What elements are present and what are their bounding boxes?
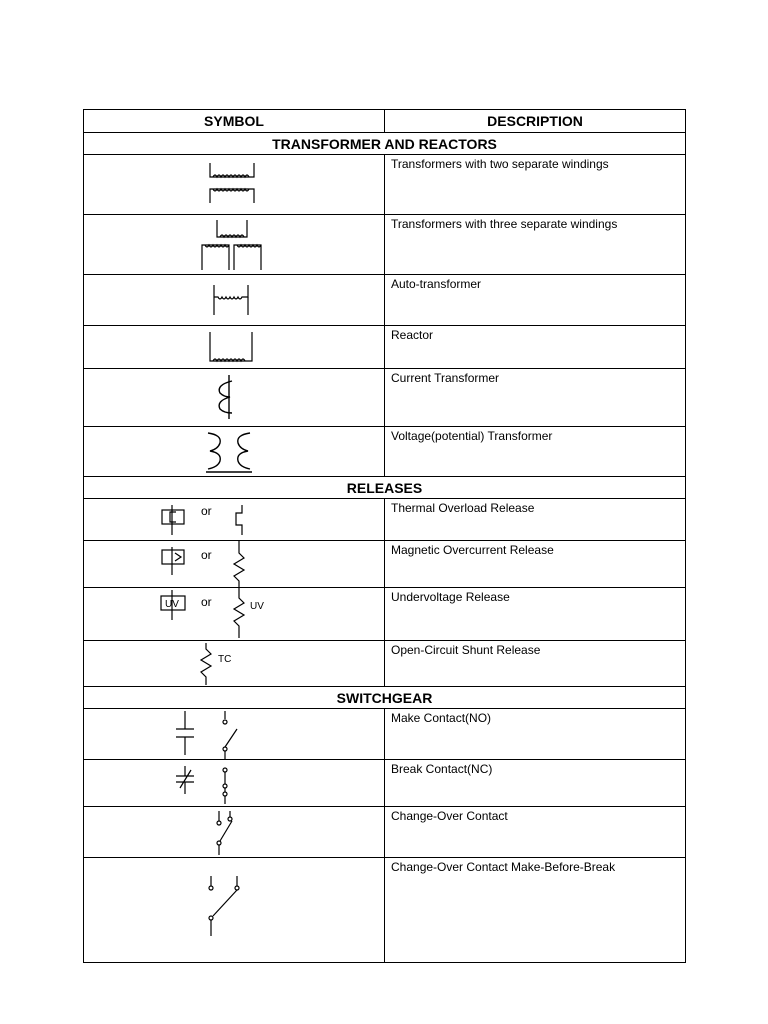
uv-label: UV bbox=[250, 601, 264, 612]
symbol-undervoltage bbox=[84, 588, 385, 641]
description-thermal-overload: Thermal Overload Release bbox=[385, 499, 686, 541]
symbol-auto-transformer bbox=[84, 275, 385, 326]
table-row bbox=[84, 326, 686, 369]
table-row bbox=[84, 215, 686, 275]
symbol-three-winding-transformer bbox=[84, 215, 385, 275]
description-break-contact: Break Contact(NC) bbox=[385, 760, 686, 807]
description-current-transformer: Current Transformer bbox=[385, 369, 686, 427]
description-magnetic-overcurrent: Magnetic Overcurrent Release bbox=[385, 541, 686, 588]
description-column-header: DESCRIPTION bbox=[385, 110, 686, 133]
symbol-make-before-break bbox=[84, 858, 385, 963]
section-title-transformers: TRANSFORMER AND REACTORS bbox=[84, 133, 686, 155]
description-change-over: Change-Over Contact bbox=[385, 807, 686, 858]
description-make-before-break: Change-Over Contact Make-Before-Break bbox=[385, 858, 686, 963]
description-three-winding: Transformers with three separate windings bbox=[385, 215, 686, 275]
symbol-column-header: SYMBOL bbox=[84, 110, 385, 133]
section-row-releases bbox=[84, 477, 686, 499]
section-row-switchgear bbox=[84, 687, 686, 709]
or-label: or bbox=[201, 595, 212, 609]
symbol-make-contact bbox=[84, 709, 385, 760]
table-row bbox=[84, 641, 686, 687]
table-row bbox=[84, 369, 686, 427]
symbol-shunt-release bbox=[84, 641, 385, 687]
symbol-voltage-transformer bbox=[84, 427, 385, 477]
symbol-table bbox=[83, 109, 686, 963]
table-row bbox=[84, 858, 686, 963]
description-voltage-transformer: Voltage(potential) Transformer bbox=[385, 427, 686, 477]
table-row bbox=[84, 760, 686, 807]
table-row bbox=[84, 499, 686, 541]
tc-label: TC bbox=[218, 654, 232, 665]
table-row bbox=[84, 155, 686, 215]
symbol-current-transformer bbox=[84, 369, 385, 427]
table-row bbox=[84, 541, 686, 588]
description-make-contact: Make Contact(NO) bbox=[385, 709, 686, 760]
symbol-change-over-contact bbox=[84, 807, 385, 858]
symbol-break-contact bbox=[84, 760, 385, 807]
or-label: or bbox=[201, 504, 212, 518]
section-row-transformers bbox=[84, 133, 686, 155]
description-two-winding: Transformers with two separate windings bbox=[385, 155, 686, 215]
table-row bbox=[84, 807, 686, 858]
header-row bbox=[84, 110, 686, 133]
description-undervoltage: Undervoltage Release bbox=[385, 588, 686, 641]
symbol-reactor bbox=[84, 326, 385, 369]
symbol-magnetic-overcurrent bbox=[84, 541, 385, 588]
table-row bbox=[84, 709, 686, 760]
description-shunt-release: Open-Circuit Shunt Release bbox=[385, 641, 686, 687]
table-row bbox=[84, 275, 686, 326]
uv-label: UV bbox=[165, 599, 179, 610]
description-auto-transformer: Auto-transformer bbox=[385, 275, 686, 326]
section-title-switchgear: SWITCHGEAR bbox=[84, 687, 686, 709]
symbol-thermal-overload bbox=[84, 499, 385, 541]
table-row bbox=[84, 427, 686, 477]
table-row bbox=[84, 588, 686, 641]
section-title-releases: RELEASES bbox=[84, 477, 686, 499]
or-label: or bbox=[201, 548, 212, 562]
description-reactor: Reactor bbox=[385, 326, 686, 369]
symbol-two-winding-transformer bbox=[84, 155, 385, 215]
